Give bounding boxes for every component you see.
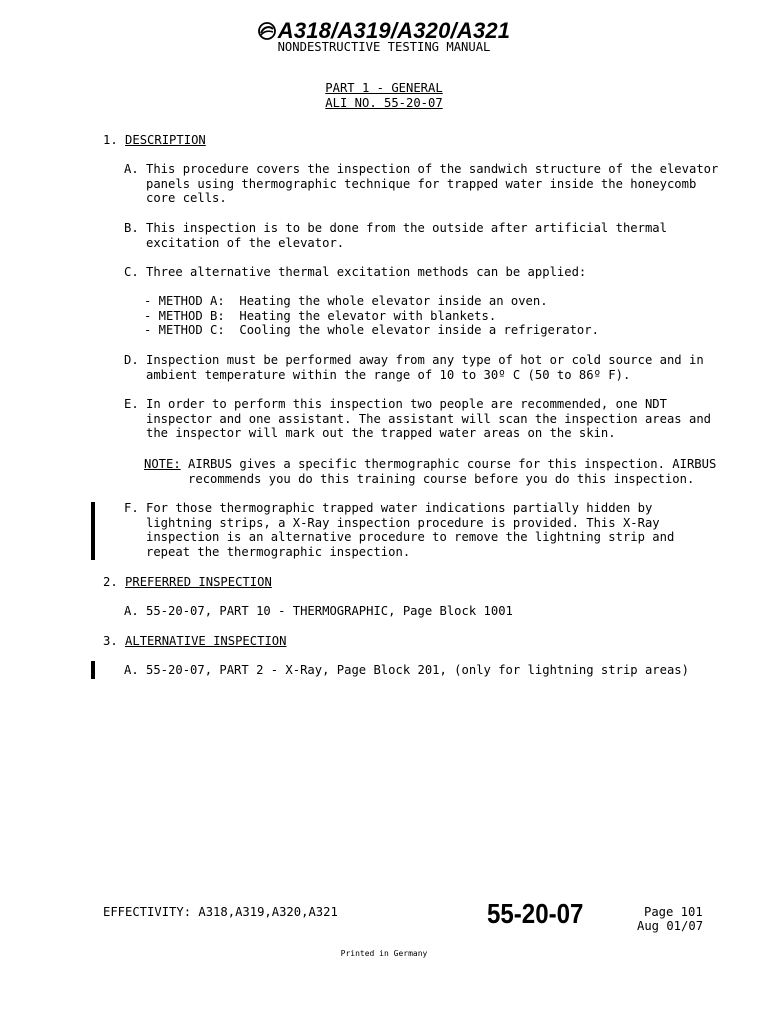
note-label: NOTE: — [144, 457, 181, 471]
paragraph-1c: C. Three alternative thermal excitation methods can be applied: — [124, 265, 587, 279]
section-1-number: 1. — [103, 133, 118, 147]
section-2-title: PREFERRED INSPECTION — [125, 575, 272, 589]
section-1-title: DESCRIPTION — [125, 133, 206, 147]
page-number: Page 101 — [644, 905, 703, 919]
revision-bar — [91, 502, 95, 560]
methods-list — [144, 294, 599, 338]
revision-date: Aug 01/07 — [637, 919, 704, 933]
paragraph-line: ambient temperature within the range of 10 to 30º C (50 to 86º F). — [124, 367, 631, 382]
section-1-heading — [103, 133, 206, 148]
printed-in: Printed in Germany — [340, 949, 428, 958]
paragraph-line: E. In order to perform this inspection two people are recommended, one NDT — [124, 397, 667, 411]
paragraph-line: A. This procedure covers the inspection of the sandwich structure of the elevator — [124, 162, 719, 176]
part-heading — [0, 81, 768, 96]
paragraph-1a — [124, 162, 718, 206]
paragraph-1e — [124, 397, 711, 441]
paragraph-line: excitation of the elevator. — [124, 235, 345, 250]
paragraph-3a: A. 55-20-07, PART 2 - X-Ray, Page Block 201, (only for lightning strip areas) — [124, 663, 689, 677]
part-title: PART 1 - GENERAL — [325, 81, 443, 95]
section-3-heading — [103, 634, 286, 649]
paragraph-2a: A. 55-20-07, PART 10 - THERMOGRAPHIC, Page Block 1001 — [124, 604, 513, 618]
section-3-number: 3. — [103, 634, 118, 648]
airbus-logo-icon — [258, 22, 276, 40]
paragraph-line: F. For those thermographic trapped water indications partially hidden by — [124, 501, 653, 515]
section-2-heading — [103, 575, 272, 590]
paragraph-1b — [124, 221, 667, 250]
paragraph-line: B. This inspection is to be done from the outside after artificial thermal — [124, 221, 667, 235]
section-3-title: ALTERNATIVE INSPECTION — [125, 634, 287, 648]
paragraph-1d — [124, 353, 704, 382]
paragraph-line: repeat the thermographic inspection. — [124, 544, 411, 559]
aircraft-models-title: A318/A319/A320/A321 — [277, 18, 511, 43]
paragraph-line: core cells. — [124, 191, 227, 206]
paragraph-line: panels using thermographic technique for trapped water inside the honeycomb — [124, 176, 697, 191]
note-line: recommends you do this training course before you do this inspection. — [144, 471, 695, 486]
document-number: 55-20-07 — [487, 898, 584, 929]
section-2-number: 2. — [103, 575, 118, 589]
paragraph-line: lightning strips, a X-Ray inspection procedure is provided. This X-Ray — [124, 515, 660, 530]
paragraph-line: inspection is an alternative procedure to remove the lightning strip and — [124, 530, 675, 545]
paragraph-line: the inspector will mark out the trapped water areas on the skin. — [124, 426, 616, 441]
paragraph-1f — [124, 501, 674, 559]
note-line: AIRBUS gives a specific thermographic course for this inspection. AIRBUS — [180, 457, 717, 471]
ali-heading — [0, 96, 768, 111]
method-item: - METHOD B: Heating the elevator with blankets. — [144, 308, 497, 323]
ali-number: ALI NO. 55-20-07 — [325, 96, 443, 110]
note-block — [144, 457, 716, 486]
effectivity: EFFECTIVITY: A318,A319,A320,A321 — [103, 905, 338, 919]
revision-bar — [91, 661, 95, 679]
method-item: - METHOD A: Heating the whole elevator inside an oven. — [144, 294, 548, 308]
manual-title: NONDESTRUCTIVE TESTING MANUAL — [277, 40, 491, 54]
paragraph-line: inspector and one assistant. The assistant will scan the inspection areas and — [124, 411, 711, 426]
method-item: - METHOD C: Cooling the whole elevator inside a refrigerator. — [144, 323, 599, 338]
paragraph-line: D. Inspection must be performed away from any type of hot or cold source and in — [124, 353, 704, 367]
